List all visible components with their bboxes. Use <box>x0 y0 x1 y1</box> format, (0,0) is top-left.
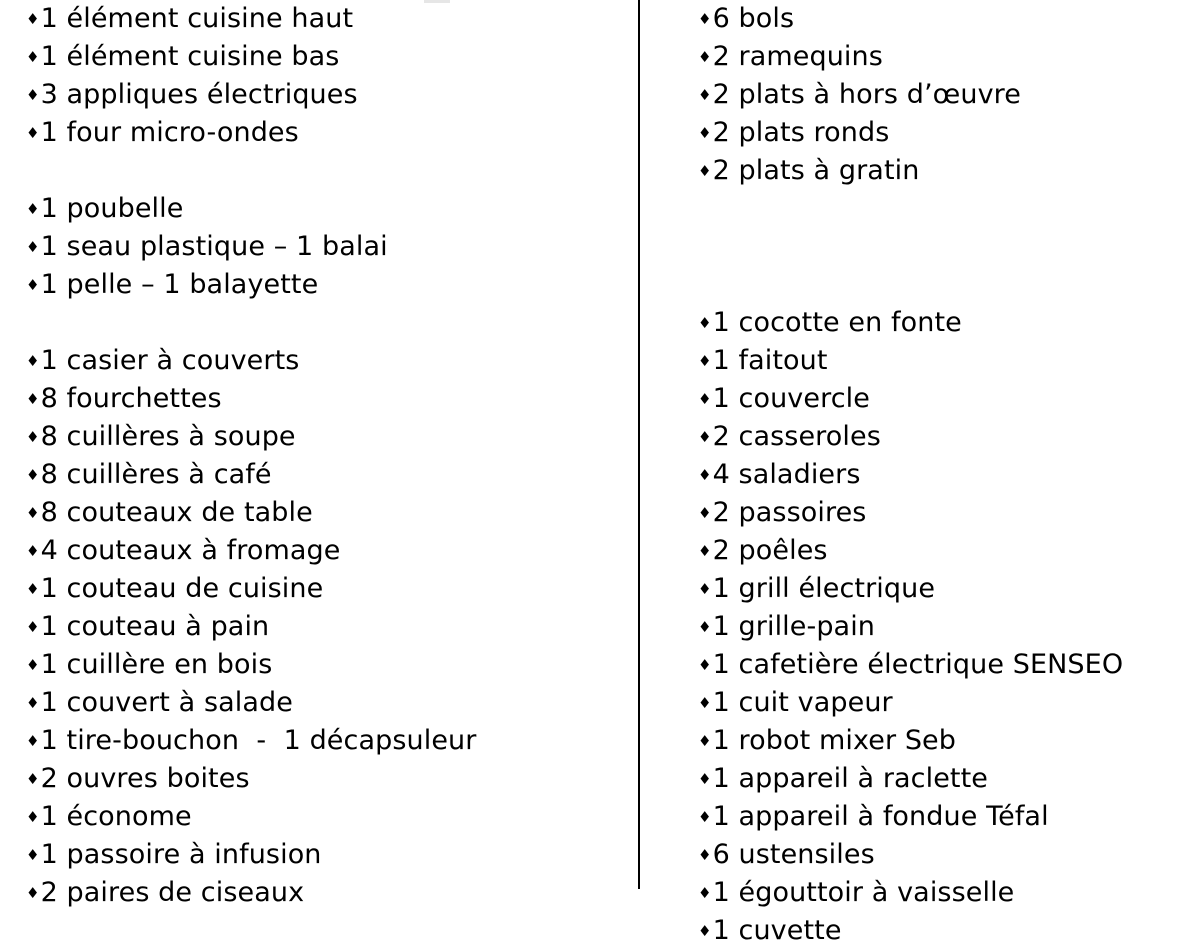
list-item-label: 6 bols <box>712 3 795 34</box>
list-item-label: 1 cuillère en bois <box>40 649 273 680</box>
diamond-bullet-icon: ♦ <box>26 124 40 142</box>
diamond-bullet-icon: ♦ <box>26 238 40 256</box>
list-item-label: 1 couvert à salade <box>40 687 293 718</box>
list-item-label: 1 appareil à fondue Téfal <box>712 801 1049 832</box>
list-item <box>698 114 1198 152</box>
list-item <box>698 912 1198 950</box>
list-item <box>26 418 626 456</box>
list-item-label: 1 tire-bouchon - 1 décapsuleur <box>40 725 477 756</box>
list-item <box>26 342 626 380</box>
list-item-label: 1 couteau à pain <box>40 611 270 642</box>
diamond-bullet-icon: ♦ <box>26 466 40 484</box>
list-item-label: 1 seau plastique – 1 balai <box>40 231 388 262</box>
list-item-label: 2 casseroles <box>712 421 881 452</box>
list-item-label: 1 élément cuisine bas <box>40 41 340 72</box>
diamond-bullet-icon: ♦ <box>26 428 40 446</box>
diamond-bullet-icon: ♦ <box>698 542 712 560</box>
diamond-bullet-icon: ♦ <box>26 884 40 902</box>
list-item <box>698 342 1198 380</box>
diamond-bullet-icon: ♦ <box>26 276 40 294</box>
list-item <box>26 114 626 152</box>
list-item-label: 8 cuillères à soupe <box>40 421 296 452</box>
list-item <box>698 646 1198 684</box>
list-item <box>698 76 1198 114</box>
list-item-label: 2 plats ronds <box>712 117 890 148</box>
list-item-label: 4 saladiers <box>712 459 861 490</box>
diamond-bullet-icon: ♦ <box>26 694 40 712</box>
diamond-bullet-icon: ♦ <box>698 10 712 28</box>
diamond-bullet-icon: ♦ <box>698 314 712 332</box>
list-item-label: 1 économe <box>40 801 192 832</box>
list-item <box>26 380 626 418</box>
diamond-bullet-icon: ♦ <box>26 504 40 522</box>
list-item-label: 8 fourchettes <box>40 383 222 414</box>
diamond-bullet-icon: ♦ <box>26 542 40 560</box>
list-item <box>698 722 1198 760</box>
diamond-bullet-icon: ♦ <box>698 694 712 712</box>
diamond-bullet-icon: ♦ <box>26 390 40 408</box>
diamond-bullet-icon: ♦ <box>698 808 712 826</box>
list-spacer <box>26 152 626 190</box>
diamond-bullet-icon: ♦ <box>698 580 712 598</box>
list-item <box>26 456 626 494</box>
list-spacer <box>26 304 626 342</box>
list-item-label: 1 égouttoir à vaisselle <box>712 877 1015 908</box>
list-item-label: 1 pelle – 1 balayette <box>40 269 319 300</box>
diamond-bullet-icon: ♦ <box>698 504 712 522</box>
list-item-label: 2 plats à gratin <box>712 155 920 186</box>
diamond-bullet-icon: ♦ <box>698 922 712 940</box>
diamond-bullet-icon: ♦ <box>698 732 712 750</box>
list-item <box>698 608 1198 646</box>
right-column-list <box>698 0 1198 950</box>
list-spacer <box>698 228 1198 266</box>
list-item-label: 3 appliques électriques <box>40 79 358 110</box>
diamond-bullet-icon: ♦ <box>26 48 40 66</box>
list-item <box>26 266 626 304</box>
diamond-bullet-icon: ♦ <box>698 846 712 864</box>
list-item-label: 1 cocotte en fonte <box>712 307 962 338</box>
list-item-label: 2 paires de ciseaux <box>40 877 305 908</box>
diamond-bullet-icon: ♦ <box>26 732 40 750</box>
diamond-bullet-icon: ♦ <box>26 86 40 104</box>
list-item <box>698 418 1198 456</box>
list-item <box>698 0 1198 38</box>
list-item-label: 1 poubelle <box>40 193 184 224</box>
list-item <box>698 152 1198 190</box>
diamond-bullet-icon: ♦ <box>26 808 40 826</box>
diamond-bullet-icon: ♦ <box>26 10 40 28</box>
list-item <box>26 798 626 836</box>
list-item <box>698 38 1198 76</box>
list-item-label: 1 cafetière électrique SENSEO <box>712 649 1124 680</box>
list-item <box>26 646 626 684</box>
diamond-bullet-icon: ♦ <box>26 200 40 218</box>
left-column-list <box>26 0 626 912</box>
list-item-label: 1 grill électrique <box>712 573 936 604</box>
list-item-label: 1 faitout <box>712 345 828 376</box>
list-spacer <box>698 266 1198 304</box>
list-item <box>26 608 626 646</box>
list-item-label: 2 passoires <box>712 497 867 528</box>
list-item-label: 1 passoire à infusion <box>40 839 322 870</box>
list-item <box>26 494 626 532</box>
list-item-label: 2 ouvres boites <box>40 763 250 794</box>
list-item <box>26 0 626 38</box>
list-item-label: 1 couvercle <box>712 383 870 414</box>
diamond-bullet-icon: ♦ <box>698 428 712 446</box>
list-item-label: 2 poêles <box>712 535 828 566</box>
list-item-label: 1 cuvette <box>712 915 842 946</box>
list-item-label: 1 casier à couverts <box>40 345 300 376</box>
list-item <box>26 532 626 570</box>
list-item <box>26 760 626 798</box>
list-spacer <box>698 190 1198 228</box>
list-item <box>698 304 1198 342</box>
list-item-label: 1 robot mixer Seb <box>712 725 957 756</box>
list-item <box>698 380 1198 418</box>
list-item-label: 1 élément cuisine haut <box>40 3 354 34</box>
list-item <box>698 494 1198 532</box>
diamond-bullet-icon: ♦ <box>698 618 712 636</box>
list-item-label: 2 plats à hors d’œuvre <box>712 79 1022 110</box>
list-item-label: 8 couteaux de table <box>40 497 313 528</box>
list-item <box>698 456 1198 494</box>
diamond-bullet-icon: ♦ <box>698 48 712 66</box>
right-column <box>698 0 1198 950</box>
list-item <box>26 38 626 76</box>
diamond-bullet-icon: ♦ <box>26 352 40 370</box>
list-item-label: 8 cuillères à café <box>40 459 272 490</box>
left-column <box>26 0 626 912</box>
list-item-label: 4 couteaux à fromage <box>40 535 341 566</box>
list-item-label: 1 cuit vapeur <box>712 687 893 718</box>
list-item-label: 1 grille-pain <box>712 611 876 642</box>
diamond-bullet-icon: ♦ <box>698 352 712 370</box>
diamond-bullet-icon: ♦ <box>698 656 712 674</box>
list-item <box>698 760 1198 798</box>
list-item <box>26 190 626 228</box>
list-item <box>26 836 626 874</box>
list-item <box>26 722 626 760</box>
list-item-label: 1 four micro-ondes <box>40 117 299 148</box>
diamond-bullet-icon: ♦ <box>698 390 712 408</box>
diamond-bullet-icon: ♦ <box>26 770 40 788</box>
diamond-bullet-icon: ♦ <box>26 846 40 864</box>
list-item <box>26 570 626 608</box>
diamond-bullet-icon: ♦ <box>26 580 40 598</box>
list-item-label: 6 ustensiles <box>712 839 875 870</box>
list-item <box>26 228 626 266</box>
list-item <box>698 874 1198 912</box>
diamond-bullet-icon: ♦ <box>698 124 712 142</box>
column-divider-rule <box>638 0 640 889</box>
list-item-label: 1 couteau de cuisine <box>40 573 324 604</box>
diamond-bullet-icon: ♦ <box>698 162 712 180</box>
list-item <box>698 532 1198 570</box>
diamond-bullet-icon: ♦ <box>698 770 712 788</box>
diamond-bullet-icon: ♦ <box>26 656 40 674</box>
list-item-label: 2 ramequins <box>712 41 883 72</box>
diamond-bullet-icon: ♦ <box>698 86 712 104</box>
list-item <box>26 684 626 722</box>
diamond-bullet-icon: ♦ <box>698 466 712 484</box>
diamond-bullet-icon: ♦ <box>26 618 40 636</box>
list-item-label: 1 appareil à raclette <box>712 763 989 794</box>
list-item <box>26 76 626 114</box>
diamond-bullet-icon: ♦ <box>698 884 712 902</box>
list-item <box>698 684 1198 722</box>
list-item <box>698 570 1198 608</box>
list-item <box>698 798 1198 836</box>
list-item <box>26 874 626 912</box>
list-item <box>698 836 1198 874</box>
